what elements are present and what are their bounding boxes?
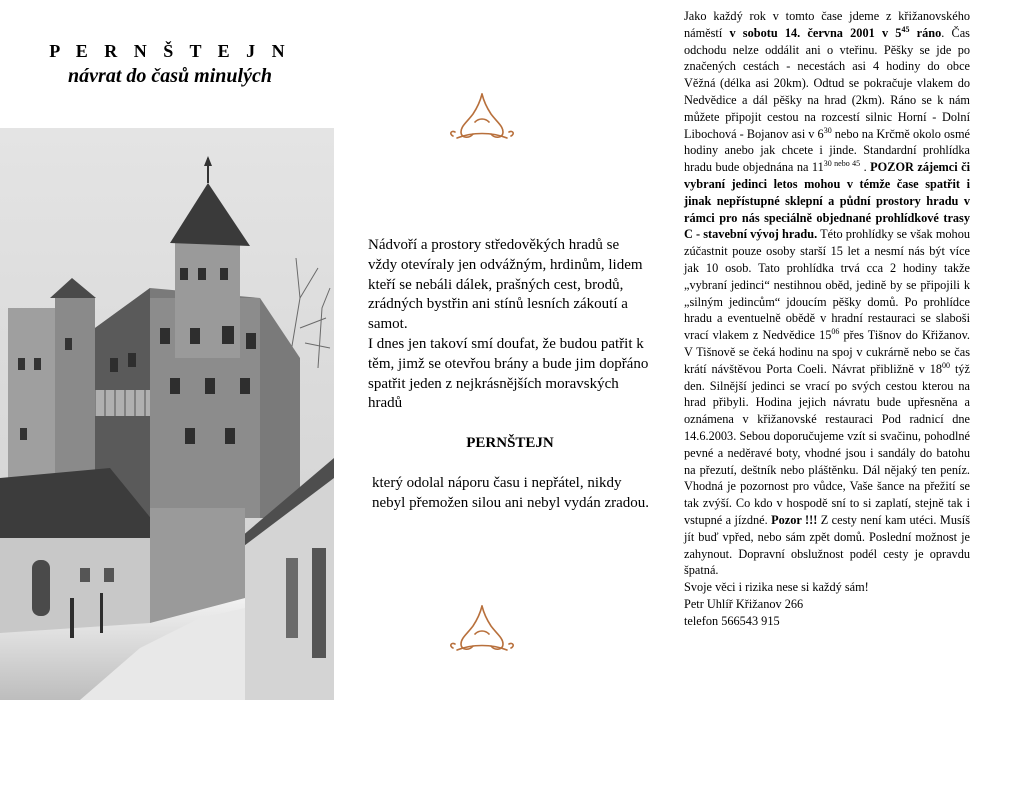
intro-paragraph: Nádvoří a prostory středověkých hradů se vždy otevíraly jen odvážným, hrdinům, lidem kteří se nebáli dálek, prašných cest, brodů, zrádných bystřin ani stínů lesních zákoutí a samot. (368, 237, 643, 333)
text-run: nebo na Krčmě okolo osmé hodiny anebo jak chcete i jinde. Standardní prohlídka hradu bude objednána na 11 (684, 126, 970, 175)
text-run: . (860, 160, 871, 175)
text-run: přes Tišnov do Křižanov. V Tišnově se čeká hodinu na spoj v cukrárně nebo se čas krátí návštěvou Porta Coeli. Návrat přibližně v 18 (684, 328, 970, 376)
intro-tail: který odolal náporu času i nepřátel, nikdy nebyl přemožen silou ani nebyl vydán zradou. (372, 474, 650, 511)
intro-text (368, 236, 652, 514)
castle-heading: PERNŠTEJN (466, 435, 554, 452)
time-sup: 45 (901, 24, 910, 34)
castle-photo (0, 128, 334, 806)
notice-bold: POZOR zájemci či vybraní jedinci letos mohou v témže čase spatřit i jinak nepřístupné sklepní a půdní prostory hradu v rámci pro nás speciálně objednané prohlídkové trasy C - stavební vývoj hradu. (684, 160, 970, 242)
risk-line: Svoje věci i rizika nese si každý sám! (684, 580, 869, 595)
trip-instructions (684, 8, 970, 629)
ornament-bottom-icon (447, 604, 517, 654)
time-sup: 06 (831, 327, 840, 337)
title-subtitle: návrat do časů minulých (68, 65, 272, 88)
author-line: Petr Uhlíř Křižanov 266 (684, 596, 804, 611)
photo-caption: L.P. 2003 (78, 773, 212, 806)
time-bold: ráno (909, 25, 942, 40)
warning-bold: Pozor !!! (771, 512, 818, 527)
time-sup: 30 (823, 125, 832, 135)
title-name: P E R N Š T E J N (49, 41, 291, 61)
text-run: Jako každý rok v tomto čase jdeme z křižanovského náměstí (684, 9, 970, 40)
time-sup: 30 nebo 45 (823, 159, 861, 169)
text-run: Z cesty není kam utéci. Musíš jít buď vpřed, nebo sám zpět domů. Poslední možnost je zahynout. Dopravní obslužnost podél cesty je opravdu špatná. (684, 512, 970, 578)
text-run: . Čas odchodu nelze oddálit ani o vteřinu. Pěšky se jde po značených cestách - necestách asi 4 hodiny do obce Věžná (délka asi 20km). Odtud se pokračuje vlakem do Nedvědice a dál pěšky na hrad (2km). Ráno se k nám můžete připojit cestou na rozcestí silnic Horní - Dolní Libochová - Bojanov asi v 6 (684, 25, 970, 141)
document-title (0, 40, 340, 89)
ornament-top-icon (447, 92, 517, 142)
trip-paragraph (684, 8, 970, 579)
date-bold: v sobotu 14. června 2001 v 5 (729, 25, 902, 40)
time-sup: 00 (942, 360, 951, 370)
intro-paragraph-2: I dnes jen takoví smí doufat, že budou patřit k těm, jimž se otevřou brány a bude jim dopřáno spatřit jeden z nejkrásnějších moravských hradů (368, 335, 649, 412)
phone-line: telefon 566543 915 (684, 613, 780, 628)
text-run: Této prohlídky se však mohou zúčastnit pouze osoby starší 15 let a nesmí nás být více jak 10 osob. Tato prohlídka trvá cca 2 hodiny takže „vybraní jedinci“ nestihnou oběd, jedině by se připojili k „silným jedincům“ jdoucím pěšky domů. Po prohlídce hradu a eventuelně obědě v hradní restauraci se slaboši vrací vlakem z Nedvědice 15 (684, 227, 970, 343)
text-run: týž den. Silnější jedinci se vrací po svých cestou kterou na hrad přibyli. Hodina jejich návratu bude upřesněna a oznámena v křižanovské restauraci Pod radnicí dne 14.6.2003. Sebou doporučujeme vzít si svačinu, pohodlné pevné a neděravé boty, vhodné jsou i sandály do batohu na přezutí, deštník nebo pláštěnku. Dál nějaký ten peníz. Vhodná je pozornost pro vůdce, Vaše šance na přežití se tak zvýší. Co kdo v hospodě sní to si zaplatí, stejně tak i vstupné a jízdné. (684, 361, 970, 527)
